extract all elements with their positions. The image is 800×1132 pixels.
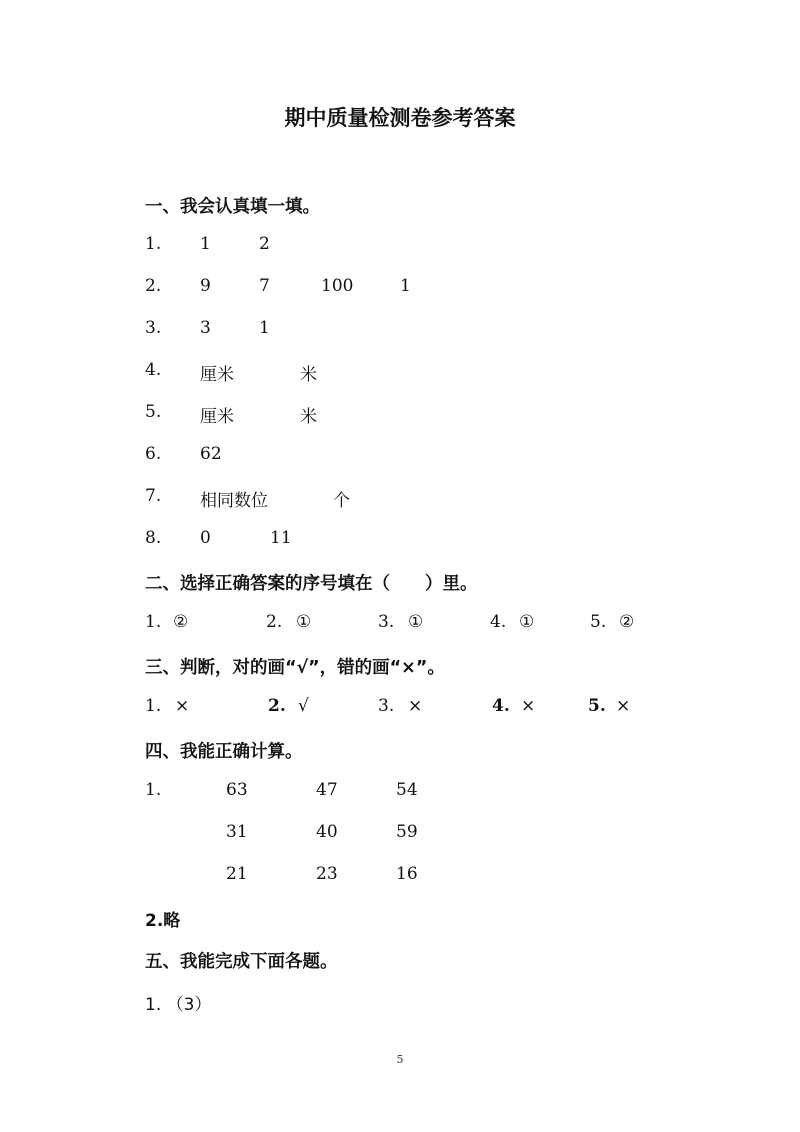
answer: ① — [519, 612, 535, 632]
question-number: 3. — [145, 318, 162, 338]
question-number: 2. — [145, 276, 162, 296]
answer: 厘米 — [200, 407, 234, 427]
question-number: 1. — [145, 696, 162, 716]
calc-answer: 54 — [396, 780, 418, 800]
question-number: 4. — [145, 360, 162, 380]
answer: 62 — [200, 444, 222, 464]
section-1-heading: 一、我会认真填一填。 — [145, 197, 320, 217]
section-1-row-7 — [0, 486, 800, 512]
section-4-heading: 四、我能正确计算。 — [145, 742, 303, 762]
calc-answer: 59 — [396, 822, 418, 842]
section-4-grid-row-2 — [0, 822, 800, 848]
section-3-heading: 三、判断，对的画“√”，错的画“×”。 — [145, 658, 445, 678]
section-5-q1 — [0, 990, 800, 1016]
section-1-row-5 — [0, 402, 800, 428]
answer: ① — [408, 612, 424, 632]
question-number: 4. — [492, 696, 510, 716]
answer: 个 — [333, 491, 350, 511]
section-1-row-8 — [0, 528, 800, 554]
calc-answer: 31 — [226, 822, 248, 842]
question-number: 2. — [268, 696, 286, 716]
answer: 米 — [300, 365, 317, 385]
section-1-row-6 — [0, 444, 800, 470]
calc-answer: 47 — [316, 780, 338, 800]
calc-answer: 40 — [316, 822, 338, 842]
section-3-answers — [0, 696, 800, 722]
calc-answer: 63 — [226, 780, 248, 800]
page-number: 5 — [396, 1053, 404, 1066]
answer: 米 — [300, 407, 317, 427]
q1-answer: 1. （3） — [145, 995, 212, 1015]
q2-answer: 2.略 — [145, 911, 181, 931]
answer: 7 — [259, 276, 270, 296]
answer: 1 — [259, 318, 270, 338]
answer: 9 — [200, 276, 211, 296]
answer: 相同数位 — [200, 491, 268, 511]
answer: 2 — [259, 234, 270, 254]
question-number: 3. — [378, 612, 395, 632]
question-number: 4. — [490, 612, 507, 632]
question-number: 3. — [378, 696, 395, 716]
section-1-row-1 — [0, 234, 800, 260]
question-number: 8. — [145, 528, 162, 548]
question-number: 5. — [590, 612, 607, 632]
answer: ② — [619, 612, 635, 632]
answer: 厘米 — [200, 365, 234, 385]
answer: 3 — [200, 318, 211, 338]
section-2-answers — [0, 612, 800, 638]
answer: 1 — [400, 276, 411, 296]
section-4-grid-row-3 — [0, 864, 800, 890]
answer: ② — [173, 612, 189, 632]
section-4-grid-row-1 — [0, 780, 800, 806]
section-1-row-3 — [0, 318, 800, 344]
calc-answer: 21 — [226, 864, 248, 884]
page-title: 期中质量检测卷参考答案 — [284, 106, 516, 130]
question-number: 1. — [145, 780, 162, 800]
question-number: 5. — [145, 402, 162, 422]
answer: 11 — [270, 528, 292, 548]
answer: 0 — [200, 528, 211, 548]
answer: ① — [296, 612, 312, 632]
calc-answer: 23 — [316, 864, 338, 884]
answer: × — [408, 696, 423, 716]
answer: × — [175, 696, 190, 716]
question-number: 2. — [266, 612, 283, 632]
calc-answer: 16 — [396, 864, 418, 884]
answer: 100 — [321, 276, 354, 296]
section-1-row-4 — [0, 360, 800, 386]
section-1-row-2 — [0, 276, 800, 302]
section-2-heading: 二、选择正确答案的序号填在（ ）里。 — [145, 574, 478, 594]
answer: × — [616, 696, 631, 716]
answer: 1 — [200, 234, 211, 254]
answer: √ — [298, 696, 309, 716]
question-number: 1. — [145, 612, 162, 632]
answer: × — [521, 696, 536, 716]
question-number: 5. — [588, 696, 606, 716]
section-4-q2 — [0, 906, 800, 932]
question-number: 7. — [145, 486, 162, 506]
question-number: 6. — [145, 444, 162, 464]
question-number: 1. — [145, 234, 162, 254]
section-5-heading: 五、我能完成下面各题。 — [145, 952, 338, 972]
